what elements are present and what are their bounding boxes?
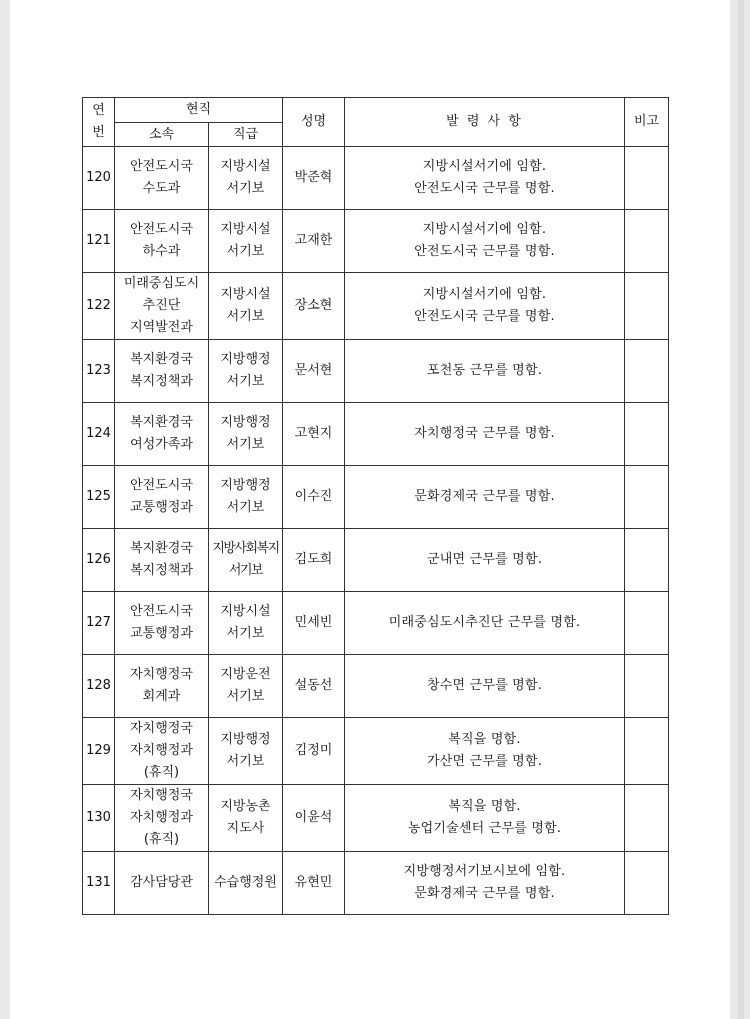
header-order: 발 령 사 항 [345, 98, 625, 147]
affiliation-line: 복지정책과 [130, 563, 193, 578]
order-line: 복직을 명함. [448, 799, 521, 814]
row-no: 128 [83, 655, 115, 718]
grade-line: 서기보 [226, 181, 265, 196]
row-order [345, 340, 625, 403]
row-name: 김정미 [283, 718, 345, 785]
row-no: 124 [83, 403, 115, 466]
table-row [83, 273, 669, 340]
row-grade [209, 210, 283, 273]
row-remarks [625, 785, 669, 852]
affiliation-line: 안전도시국 [130, 159, 193, 174]
row-no: 126 [83, 529, 115, 592]
affiliation-line: 안전도시국 [130, 222, 193, 237]
grade-line: 서기보 [226, 689, 265, 704]
row-name: 장소현 [283, 273, 345, 340]
row-affiliation [115, 147, 209, 210]
row-affiliation [115, 340, 209, 403]
row-grade [209, 852, 283, 915]
affiliation-line: 여성가족과 [130, 437, 193, 452]
grade-line: 수습행정원 [214, 875, 277, 890]
row-name: 이수진 [283, 466, 345, 529]
row-grade [209, 529, 283, 592]
order-line: 포천동 근무를 명함. [426, 363, 543, 378]
affiliation-line: 회계과 [142, 689, 181, 704]
header-position-group: 현직 [115, 98, 283, 123]
order-line: 문화경제국 근무를 명함. [414, 489, 555, 504]
order-line: 창수면 근무를 명함. [426, 678, 543, 693]
row-affiliation [115, 529, 209, 592]
row-name: 유현민 [283, 852, 345, 915]
affiliation-line: 미래중심도시 [123, 276, 200, 291]
personnel-order-table [82, 97, 669, 915]
row-remarks [625, 718, 669, 785]
row-order [345, 529, 625, 592]
order-line: 자치행정국 근무를 명함. [414, 426, 555, 441]
row-no: 122 [83, 273, 115, 340]
row-affiliation [115, 273, 209, 340]
header-affiliation: 소속 [115, 123, 209, 147]
row-remarks [625, 340, 669, 403]
grade-line: 지방행정 [220, 478, 271, 493]
order-line: 지방시설서기에 임함. [422, 222, 547, 237]
table-row [83, 785, 669, 852]
grade-line: 지방시설 [220, 604, 271, 619]
order-line: 지방시설서기에 임함. [422, 287, 547, 302]
affiliation-line: 지역발전과 [130, 320, 193, 335]
row-name: 이윤석 [283, 785, 345, 852]
row-name: 민세빈 [283, 592, 345, 655]
affiliation-line: 자치행정과 [130, 743, 193, 758]
row-affiliation [115, 718, 209, 785]
row-affiliation [115, 466, 209, 529]
row-remarks [625, 529, 669, 592]
affiliation-line: (휴직) [143, 832, 180, 847]
grade-line: 서기보 [226, 754, 265, 769]
order-line: 지방시설서기에 임함. [422, 159, 547, 174]
header-grade: 직급 [209, 123, 283, 147]
grade-line: 서기보 [226, 309, 265, 324]
table-row [83, 718, 669, 785]
grade-line: 지도사 [226, 821, 265, 836]
row-grade [209, 785, 283, 852]
row-name: 설동선 [283, 655, 345, 718]
row-affiliation [115, 403, 209, 466]
row-affiliation [115, 210, 209, 273]
row-grade [209, 718, 283, 785]
grade-line: 지방운전 [220, 667, 271, 682]
table-body [83, 147, 669, 915]
row-name: 김도희 [283, 529, 345, 592]
row-remarks [625, 466, 669, 529]
table-row [83, 466, 669, 529]
affiliation-line: 감사담당관 [130, 875, 193, 890]
affiliation-line: 추진단 [142, 298, 181, 313]
grade-line: 서기보 [228, 563, 263, 578]
row-affiliation [115, 655, 209, 718]
affiliation-line: (휴직) [143, 765, 180, 780]
row-affiliation [115, 592, 209, 655]
affiliation-line: 교통행정과 [130, 626, 193, 641]
row-order [345, 147, 625, 210]
order-line: 군내면 근무를 명함. [426, 552, 543, 567]
affiliation-line: 자치행정과 [130, 810, 193, 825]
grade-line: 지방농촌 [220, 799, 271, 814]
header-name: 성명 [283, 98, 345, 147]
document-page [10, 0, 730, 1019]
row-no: 127 [83, 592, 115, 655]
row-no: 121 [83, 210, 115, 273]
row-remarks [625, 147, 669, 210]
affiliation-line: 안전도시국 [130, 604, 193, 619]
grade-line: 서기보 [226, 244, 265, 259]
grade-line: 서기보 [226, 374, 265, 389]
order-line: 농업기술센터 근무를 명함. [407, 821, 562, 836]
order-line: 안전도시국 근무를 명함. [414, 181, 555, 196]
row-remarks [625, 852, 669, 915]
affiliation-line: 하수과 [142, 244, 181, 259]
row-grade [209, 466, 283, 529]
row-grade [209, 403, 283, 466]
row-remarks [625, 210, 669, 273]
table-row [83, 340, 669, 403]
row-order [345, 403, 625, 466]
order-line: 지방행정서기보시보에 임함. [403, 864, 566, 879]
row-affiliation [115, 852, 209, 915]
order-line: 안전도시국 근무를 명함. [414, 309, 555, 324]
header-no-text: 연 번 [92, 103, 105, 140]
grade-line: 지방시설 [220, 287, 271, 302]
row-grade [209, 592, 283, 655]
table-row [83, 592, 669, 655]
table-row [83, 655, 669, 718]
affiliation-line: 복지환경국 [130, 415, 193, 430]
affiliation-line: 자치행정국 [130, 721, 193, 736]
row-order [345, 210, 625, 273]
order-line: 문화경제국 근무를 명함. [414, 886, 555, 901]
header-remarks: 비고 [625, 98, 669, 147]
grade-line: 지방행정 [220, 415, 271, 430]
table-row [83, 147, 669, 210]
grade-line: 지방행정 [220, 732, 271, 747]
row-no: 123 [83, 340, 115, 403]
row-order [345, 592, 625, 655]
row-no: 131 [83, 852, 115, 915]
order-line: 복직을 명함. [448, 732, 521, 747]
row-no: 130 [83, 785, 115, 852]
row-remarks [625, 592, 669, 655]
row-remarks [625, 273, 669, 340]
row-remarks [625, 403, 669, 466]
row-grade [209, 147, 283, 210]
row-name: 고재한 [283, 210, 345, 273]
row-affiliation [115, 785, 209, 852]
header-no [83, 98, 115, 147]
row-order [345, 273, 625, 340]
affiliation-line: 복지정책과 [130, 374, 193, 389]
grade-line: 서기보 [226, 437, 265, 452]
affiliation-line: 자치행정국 [130, 788, 193, 803]
order-line: 미래중심도시추진단 근무를 명함. [388, 615, 581, 630]
row-no: 120 [83, 147, 115, 210]
row-order [345, 655, 625, 718]
table-row [83, 403, 669, 466]
row-order [345, 852, 625, 915]
affiliation-line: 복지환경국 [130, 352, 193, 367]
row-no: 125 [83, 466, 115, 529]
table-row [83, 210, 669, 273]
order-line: 안전도시국 근무를 명함. [414, 244, 555, 259]
grade-line: 지방시설 [220, 222, 271, 237]
row-order [345, 785, 625, 852]
row-name: 박준혁 [283, 147, 345, 210]
row-remarks [625, 655, 669, 718]
table-row [83, 529, 669, 592]
row-grade [209, 340, 283, 403]
row-name: 문서현 [283, 340, 345, 403]
affiliation-line: 자치행정국 [130, 667, 193, 682]
table-row [83, 852, 669, 915]
affiliation-line: 교통행정과 [130, 500, 193, 515]
row-order [345, 466, 625, 529]
row-order [345, 718, 625, 785]
scrollbar[interactable] [738, 0, 744, 1019]
row-grade [209, 273, 283, 340]
grade-line: 서기보 [226, 500, 265, 515]
order-line: 가산면 근무를 명함. [426, 754, 543, 769]
affiliation-line: 수도과 [142, 181, 181, 196]
row-grade [209, 655, 283, 718]
row-name: 고현지 [283, 403, 345, 466]
header-row-top [83, 98, 669, 123]
affiliation-line: 복지환경국 [130, 541, 193, 556]
affiliation-line: 안전도시국 [130, 478, 193, 493]
grade-line: 지방사회복지 [212, 541, 279, 556]
grade-line: 지방행정 [220, 352, 271, 367]
row-no: 129 [83, 718, 115, 785]
grade-line: 서기보 [226, 626, 265, 641]
grade-line: 지방시설 [220, 159, 271, 174]
